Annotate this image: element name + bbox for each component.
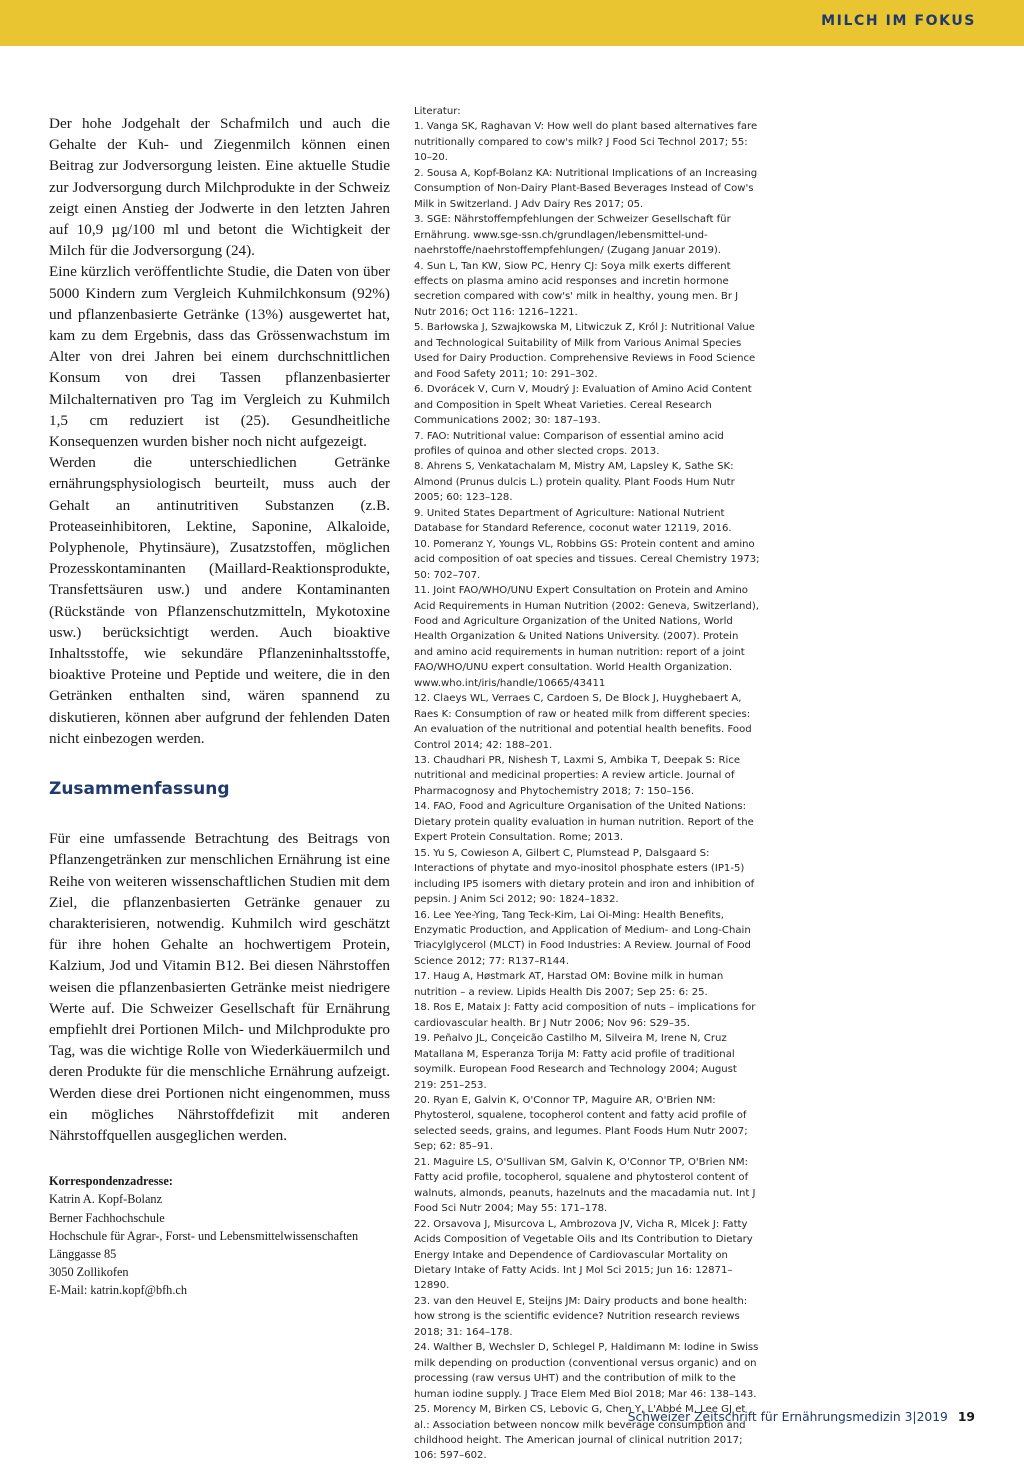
reference-item: 18. Ros E, Mataix J: Fatty acid composition of nuts – implications for cardiovascular health. Br J Nutr 2006; Nov 96: S29–35. (414, 1002, 756, 1029)
paragraph-summary: Für eine umfassende Betrachtung des Beitrags von Pflanzengetränken zur menschlichen Ernährung ist eine Reihe von weiteren wissenschaftlichen Studien mit dem Ziel, die pflanzenbasierten Getränke genauer zu charakterisieren, notwendig. Kuhmilch wird geschätzt für ihre hohen Gehalte an hochwertigem Protein, Kalzium, Jod und Vitamin B12. Bei diesen Nährstoffen weisen die pflanzenbasierten Getränke meist niedrigere Werte auf. Die Schweizer Gesellschaft für Ernährung empfiehlt drei Portionen Milch- und Milchprodukte pro Tag, was die wichtige Rolle von Wiederkäuermilch und deren Produkte für die menschliche Ernährung aufzeigt. Werden diese drei Portionen nicht eingenommen, muss ein mögliches Nährstoffdefizit mit anderen Nährstoffquellen ausgeglichen werden. (49, 830, 390, 1144)
paragraph-iodine: Der hohe Jodgehalt der Schafmilch und auch die Gehalte der Kuh- und Ziegenmilch können einen Beitrag zur Jodversorgung leisten. Eine aktuelle Studie zur Jodversorgung durch Milchprodukte in der Schweiz zeigt einen Anstieg der Jodwerte in den letzten Jahren auf 10,9 µg/100 ml und betont die Wichtigkeit der Milch für die Jodversorgung (24). (49, 115, 390, 260)
correspondence-name: Katrin A. Kopf-Bolanz (49, 1192, 163, 1207)
page-footer (628, 1410, 975, 1424)
reference-item: 24. Walther B, Wechsler D, Schlegel P, Haldimann M: Iodine in Swiss milk depending on production (conventional versus organic) and on processing (raw versus UHT) and the contribution of milk to the human iodine supply. J Trace Elem Med Biol 2018; Mar 46: 138–143. (414, 1342, 759, 1400)
reference-item: 25. Morency M, Birken CS, Lebovic G, Chen Y, L'Abbé M, Lee GJ et al.: Association between noncow milk beverage consumption and childhood height. The American journal of clinical nutrition 2017; 106: 597–602. (414, 1404, 746, 1462)
reference-item: 19. Peñalvo JL, Conçeicão Castilho M, Silveira M, Irene N, Cruz Matallana M, Esperanza Torija M: Fatty acid profile of traditional soymilk. European Food Research and Technology 2004; August 219: 251–253. (414, 1033, 737, 1091)
section-title: MILCH IM FOKUS (821, 13, 976, 29)
correspondence-city: 3050 Zollikofen (49, 1265, 129, 1280)
correspondence-street: Länggasse 85 (49, 1246, 117, 1261)
reference-item: 16. Lee Yee-Ying, Tang Teck-Kim, Lai Oi-Ming: Health Benefits, Enzymatic Production, and Application of Medium- and Long-Chain Triacylglycerol (MLCT) in Food Industries: A Review. Journal of Food Science 2012; 77: R137–R144. (414, 909, 751, 967)
summary-heading: Zusammenfassung (49, 779, 230, 800)
reference-item: 11. Joint FAO/WHO/UNU Expert Consultation on Protein and Amino Acid Requirements in Human Nutrition (2002: Geneva, Switzerland), Food and Agriculture Organization of the United Nations, World Health Organization & United Nations University. (2007). Protein and amino acid requirements in human nutrition: report of a joint FAO/WHO/UNU expert consultation. World Health Organization. www.who.int/iris/handle/10665/43411 (414, 585, 759, 689)
reference-item: 8. Ahrens S, Venkatachalam M, Mistry AM, Lapsley K, Sathe SK: Almond (Prunus dulcis L.) protein quality. Plant Foods Hum Nutr 2005; 60: 123–128. (414, 461, 735, 504)
journal-title: Schweizer Zeitschrift für Ernährungsmedizin 3|2019 (627, 1410, 948, 1424)
reference-item: 6. Dvorácek V, Curn V, Moudrý J: Evaluation of Amino Acid Content and Composition in Spelt Wheat Varieties. Cereal Research Communications 2002; 30: 187–193. (414, 384, 752, 427)
reference-item: 9. United States Department of Agriculture: National Nutrient Database for Standard Reference, coconut water 12119, 2016. (414, 507, 732, 535)
reference-item: 2. Sousa A, Kopf-Bolanz KA: Nutritional Implications of an Increasing Consumption of Non-Dairy Plant-Based Beverages Instead of Cow's Milk in Switzerland. J Adv Dairy Res 2017; 05. (414, 167, 758, 210)
literature-title: Literatur: (414, 106, 461, 117)
reference-item: 12. Claeys WL, Verraes C, Cardoen S, De Block J, Huyghebaert A, Raes K: Consumption of raw or heated milk from different species: An evaluation of the nutritional and potential health benefits. Food Control 2014; 42: 188–201. (414, 693, 752, 751)
correspondence-department: Hochschule für Agrar-, Forst- und Lebensmittelwissenschaften (49, 1228, 359, 1243)
reference-item: 14. FAO, Food and Agriculture Organisation of the United Nations: Dietary protein quality evaluation in human nutrition. Report of the Expert Protein Consultation. Rome; 2013. (414, 801, 754, 844)
reference-item: 22. Orsavova J, Misurcova L, Ambrozova JV, Vicha R, Mlcek J: Fatty Acids Composition of Vegetable Oils and Its Contribution to Dietary Energy Intake and Dependence of Cardiovascular Mortality on Dietary Intake of Fatty Acids. Int J Mol Sci 2015; Jun 16: 12871–12890. (414, 1218, 753, 1292)
reference-item: 20. Ryan E, Galvin K, O'Connor TP, Maguire AR, O'Brien NM: Phytosterol, squalene, tocopherol content and fatty acid profile of selected seeds, grains, and legumes. Plant Foods Hum Nutr 2007; Sep; 62: 85–91. (414, 1095, 748, 1153)
correspondence-email: E-Mail: katrin.kopf@bfh.ch (49, 1283, 188, 1298)
reference-item: 7. FAO: Nutritional value: Comparison of essential amino acid profiles of quinoa and other slected crops. 2013. (414, 430, 724, 457)
body-column (49, 113, 390, 1300)
correspondence-block (49, 1172, 390, 1299)
paragraph-antinutritive: Werden die unterschiedlichen Getränke ernährungsphysiologisch beurteilt, muss auch der Gehalt an antinutritiven Substanzen (z.B. Proteaseinhibitoren, Lektine, Saponine, Alkaloide, Polyphenole, Phytinsäure), Zusatzstoffen, möglichen Prozesskontaminanten (Maillard-Reaktionsprodukte, Transfettsäuren usw.) und andere Kontaminanten (Rückstände von Pflanzenschutzmitteln, Mykotoxine usw.) berücksichtigt werden. Auch bioaktive Inhaltsstoffe, wie sekundäre Pflanzeninhaltsstoffe, bioaktive Proteine und Peptide und weitere, die in den Getränken enthalten sind, wären spannend zu diskutieren, können aber aufgrund der fehlenden Daten nicht einbezogen werden. (49, 454, 390, 747)
reference-item: 3. SGE: Nährstoffempfehlungen der Schweizer Gesellschaft für Ernährung. www.sge-ssn.ch/grundlagen/lebensmittel-und-naehrstoffe/naehrstoffempfehlungen/ (Zugang Januar 2019). (414, 214, 731, 257)
reference-item: 1. Vanga SK, Raghavan V: How well do plant based alternatives fare nutritionally compared to cow's milk? J Food Sci Technol 2017; 55: 10–20. (414, 121, 758, 164)
reference-item: 23. van den Heuvel E, Steijns JM: Dairy products and bone health: how strong is the scientific evidence? Nutrition research reviews 2018; 31: 164–178. (414, 1295, 748, 1338)
reference-item: 21. Maguire LS, O'Sullivan SM, Galvin K, O'Connor TP, O'Brien NM: Fatty acid profile, tocopherol, squalene and phytosterol content of walnuts, almonds, peanuts, hazelnuts and the macadamia nut. Int J Food Sci Nutr 2004; May 55: 171–178. (414, 1156, 756, 1215)
literature-column (414, 104, 760, 1464)
paragraph-growth-study: Eine kürzlich veröffentlichte Studie, die Daten von über 5000 Kindern zum Vergleich Kuhmilchkonsum (92%) und pflanzenbasierte Getränke (13%) ausgewertet hat, kam zu dem Ergebnis, dass das Grössenwachstum im Alter von drei Jahren bei einem durchschnittlichen Konsum von drei Tassen pflanzenbasierter Milchalternativen pro Tag im Vergleich zu Kuhmilch 1,5 cm reduziert ist (25). Gesundheitliche Konsequenzen wurden bisher noch nicht aufgezeigt. (49, 263, 390, 451)
reference-item: 13. Chaudhari PR, Nishesh T, Laxmi S, Ambika T, Deepak S: Rice nutritional and medicinal properties: A review article. Journal of Pharmacognosy and Phytochemistry 2018; 7: 150–156. (414, 755, 741, 797)
reference-item: 10. Pomeranz Y, Youngs VL, Robbins GS: Protein content and amino acid composition of oat species and tissues. Cereal Chemistry 1973; 50: 702–707. (414, 538, 760, 581)
reference-item: 15. Yu S, Cowieson A, Gilbert C, Plumstead P, Dalsgaard S: Interactions of phytate and myo-inositol phosphate esters (IP1-5) including IP5 isomers with dietary protein and iron and inhibition of pepsin. J Anim Sci 2012; 90: 1824–1832. (414, 847, 755, 906)
header-bar (0, 0, 1024, 46)
reference-item: 5. Barłowska J, Szwajkowska M, Litwiczuk Z, Król J: Nutritional Value and Technological Suitability of Milk from Various Animal Species Used for Dairy Production. Comprehensive Reviews in Food Science and Food Safety 2011; 10: 291–302. (414, 322, 756, 380)
correspondence-label: Korrespondenzadresse: (49, 1174, 173, 1189)
reference-item: 17. Haug A, Høstmark AT, Harstad OM: Bovine milk in human nutrition – a review. Lipids Health Dis 2007; Sep 25: 6: 25. (414, 971, 724, 998)
page-number: 19 (957, 1410, 975, 1424)
reference-item: 4. Sun L, Tan KW, Siow PC, Henry CJ: Soya milk exerts different effects on plasma amino acid responses and incretin hormone secretion compared with cow's' milk in healthy, young men. Br J Nutr 2016; Oct 116: 1216–1221. (414, 260, 739, 318)
correspondence-school: Berner Fachhochschule (49, 1210, 165, 1225)
